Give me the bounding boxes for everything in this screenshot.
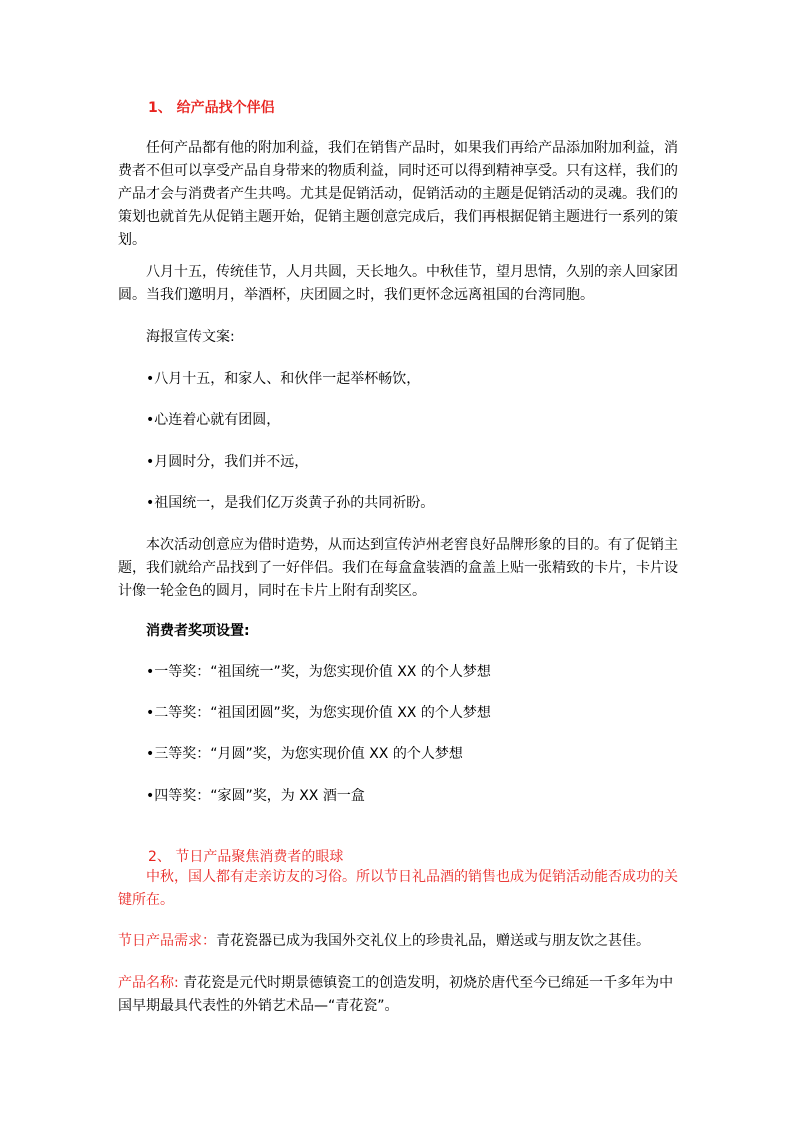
poster-line-4: •祖国统一，是我们亿万炎黄子孙的共同祈盼。 [146,495,435,511]
product-name-label: 产品名称: [118,975,179,991]
prize-3: •三等奖：“月圆”奖，为您实现价值 XX 的个人梦想 [146,746,463,762]
section1-paragraph-3: 本次活动创意应为借时造势，从而达到宣传泸州老窖良好品牌形象的目的。有了促销主题，我们就给产品找到了一好伴侣。我们在每盒盒装酒的盒盖上贴一张精致的卡片，卡片设计像一轮金色的圆月，同时在卡片上附有刮奖区。 [118,537,678,599]
section1-paragraph-1: 任何产品都有他的附加利益，我们在销售产品时，如果我们再给产品添加附加利益，消费者不但可以享受产品自身带来的物质利益，同时还可以得到精神享受。只有这样，我们的产品才会与消费者产生共鸣。尤其是促销活动，促销活动的主题是促销活动的灵魂。我们的策划也就首先从促销主题开始，促销主题创意完成后，我们再根据促销主题进行一系列的策划。 [118,140,678,248]
prize-2: •二等奖：“祖国团圆”奖，为您实现价值 XX 的个人梦想 [146,705,491,721]
poster-line-1: •八月十五，和家人、和伙伴一起举杯畅饮， [146,371,421,387]
poster-line-3: •月圆时分，我们并不远， [146,454,309,470]
poster-line-2: •心连着心就有团圆， [146,412,281,428]
prize-1: •一等奖：“祖国统一”奖，为您实现价值 XX 的个人梦想 [146,664,491,680]
product-name [118,972,678,1018]
section2-paragraph-1: 中秋，国人都有走亲访友的习俗。所以节日礼品酒的销售也成为促销活动能否成功的关键所在。 [118,869,678,908]
product-demand [118,930,678,953]
section1-heading: 1、 给产品找个伴侣 [148,100,275,116]
product-name-text: 青花瓷是元代时期景德镇瓷工的创造发明，初烧於唐代至今已绵延一千多年为中国早期最具代表性的外销艺术品—“青花瓷”。 [118,975,674,1014]
poster-label: 海报宣传文案: [146,329,235,345]
product-demand-label: 节日产品需求： [118,933,216,949]
prize-4: •四等奖：“家圆”奖，为 XX 酒一盒 [146,788,365,804]
section2-heading: 2、 节日产品聚焦消费者的眼球 [148,849,344,865]
prize-title: 消费者奖项设置: [146,623,250,639]
section1-paragraph-2: 八月十五，传统佳节，人月共圆，天长地久。中秋佳节，望月思情，久别的亲人回家团圆。当我们邀明月，举酒杯，庆团圆之时，我们更怀念远离祖国的台湾同胞。 [118,264,678,303]
product-demand-text: 青花瓷器已成为我国外交礼仪上的珍贵礼品，赠送或与朋友饮之甚佳。 [216,933,650,949]
